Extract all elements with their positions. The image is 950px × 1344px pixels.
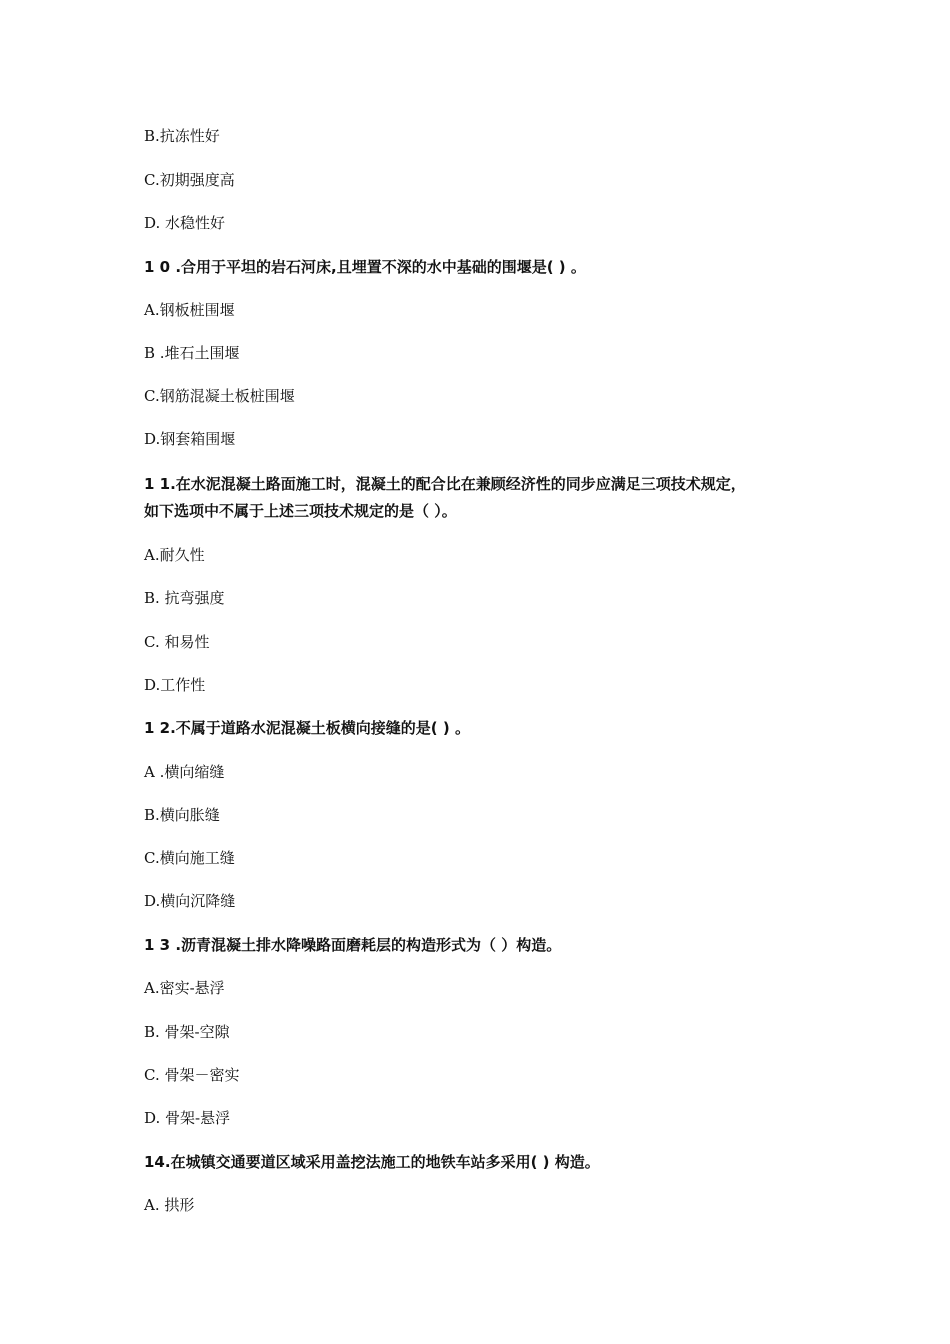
- option-line: D. 水稳性好: [144, 214, 226, 232]
- option-line: C. 骨架－密实: [144, 1066, 240, 1084]
- option-line: B.抗冻性好: [144, 127, 220, 145]
- option-line: D.钢套箱围堰: [144, 430, 236, 448]
- option-line: D. 骨架-悬浮: [144, 1109, 231, 1127]
- option-line: A. 拱形: [144, 1196, 195, 1214]
- option-line: D.工作性: [144, 676, 206, 694]
- option-line: C.初期强度高: [144, 171, 235, 189]
- option-line: C.钢筋混凝土板桩围堰: [144, 387, 295, 405]
- question-line: 1 0 .合用于平坦的岩石河床,且埋置不深的水中基础的围堰是( ) 。: [144, 258, 586, 276]
- option-line: B. 抗弯强度: [144, 589, 225, 607]
- question-line: 14.在城镇交通要道区域采用盖挖法施工的地铁车站多采用( ) 构造。: [144, 1153, 600, 1171]
- option-line: C.横向施工缝: [144, 849, 235, 867]
- option-line: B. 骨架-空隙: [144, 1023, 230, 1041]
- option-line: A.耐久性: [144, 546, 205, 564]
- question-line: 1 3 .沥青混凝土排水降噪路面磨耗层的构造形式为（ ）构造。: [144, 936, 562, 954]
- option-line: B .堆石土围堰: [144, 344, 240, 362]
- option-line: B.横向胀缝: [144, 806, 220, 824]
- option-line: D.横向沉降缝: [144, 892, 236, 910]
- question-line: 1 2.不属于道路水泥混凝土板横向接缝的是( ) 。: [144, 719, 470, 737]
- option-line: A.密实-悬浮: [144, 979, 225, 997]
- option-line: A.钢板桩围堰: [144, 301, 235, 319]
- option-line: A .横向缩缝: [144, 763, 225, 781]
- option-line: C. 和易性: [144, 633, 210, 651]
- question-line: 1 1.在水泥混凝土路面施工时，混凝土的配合比在兼顾经济性的同步应满足三项技术规定，: [144, 475, 746, 493]
- question-line: 如下选项中不属于上述三项技术规定的是（ ）。: [144, 502, 457, 520]
